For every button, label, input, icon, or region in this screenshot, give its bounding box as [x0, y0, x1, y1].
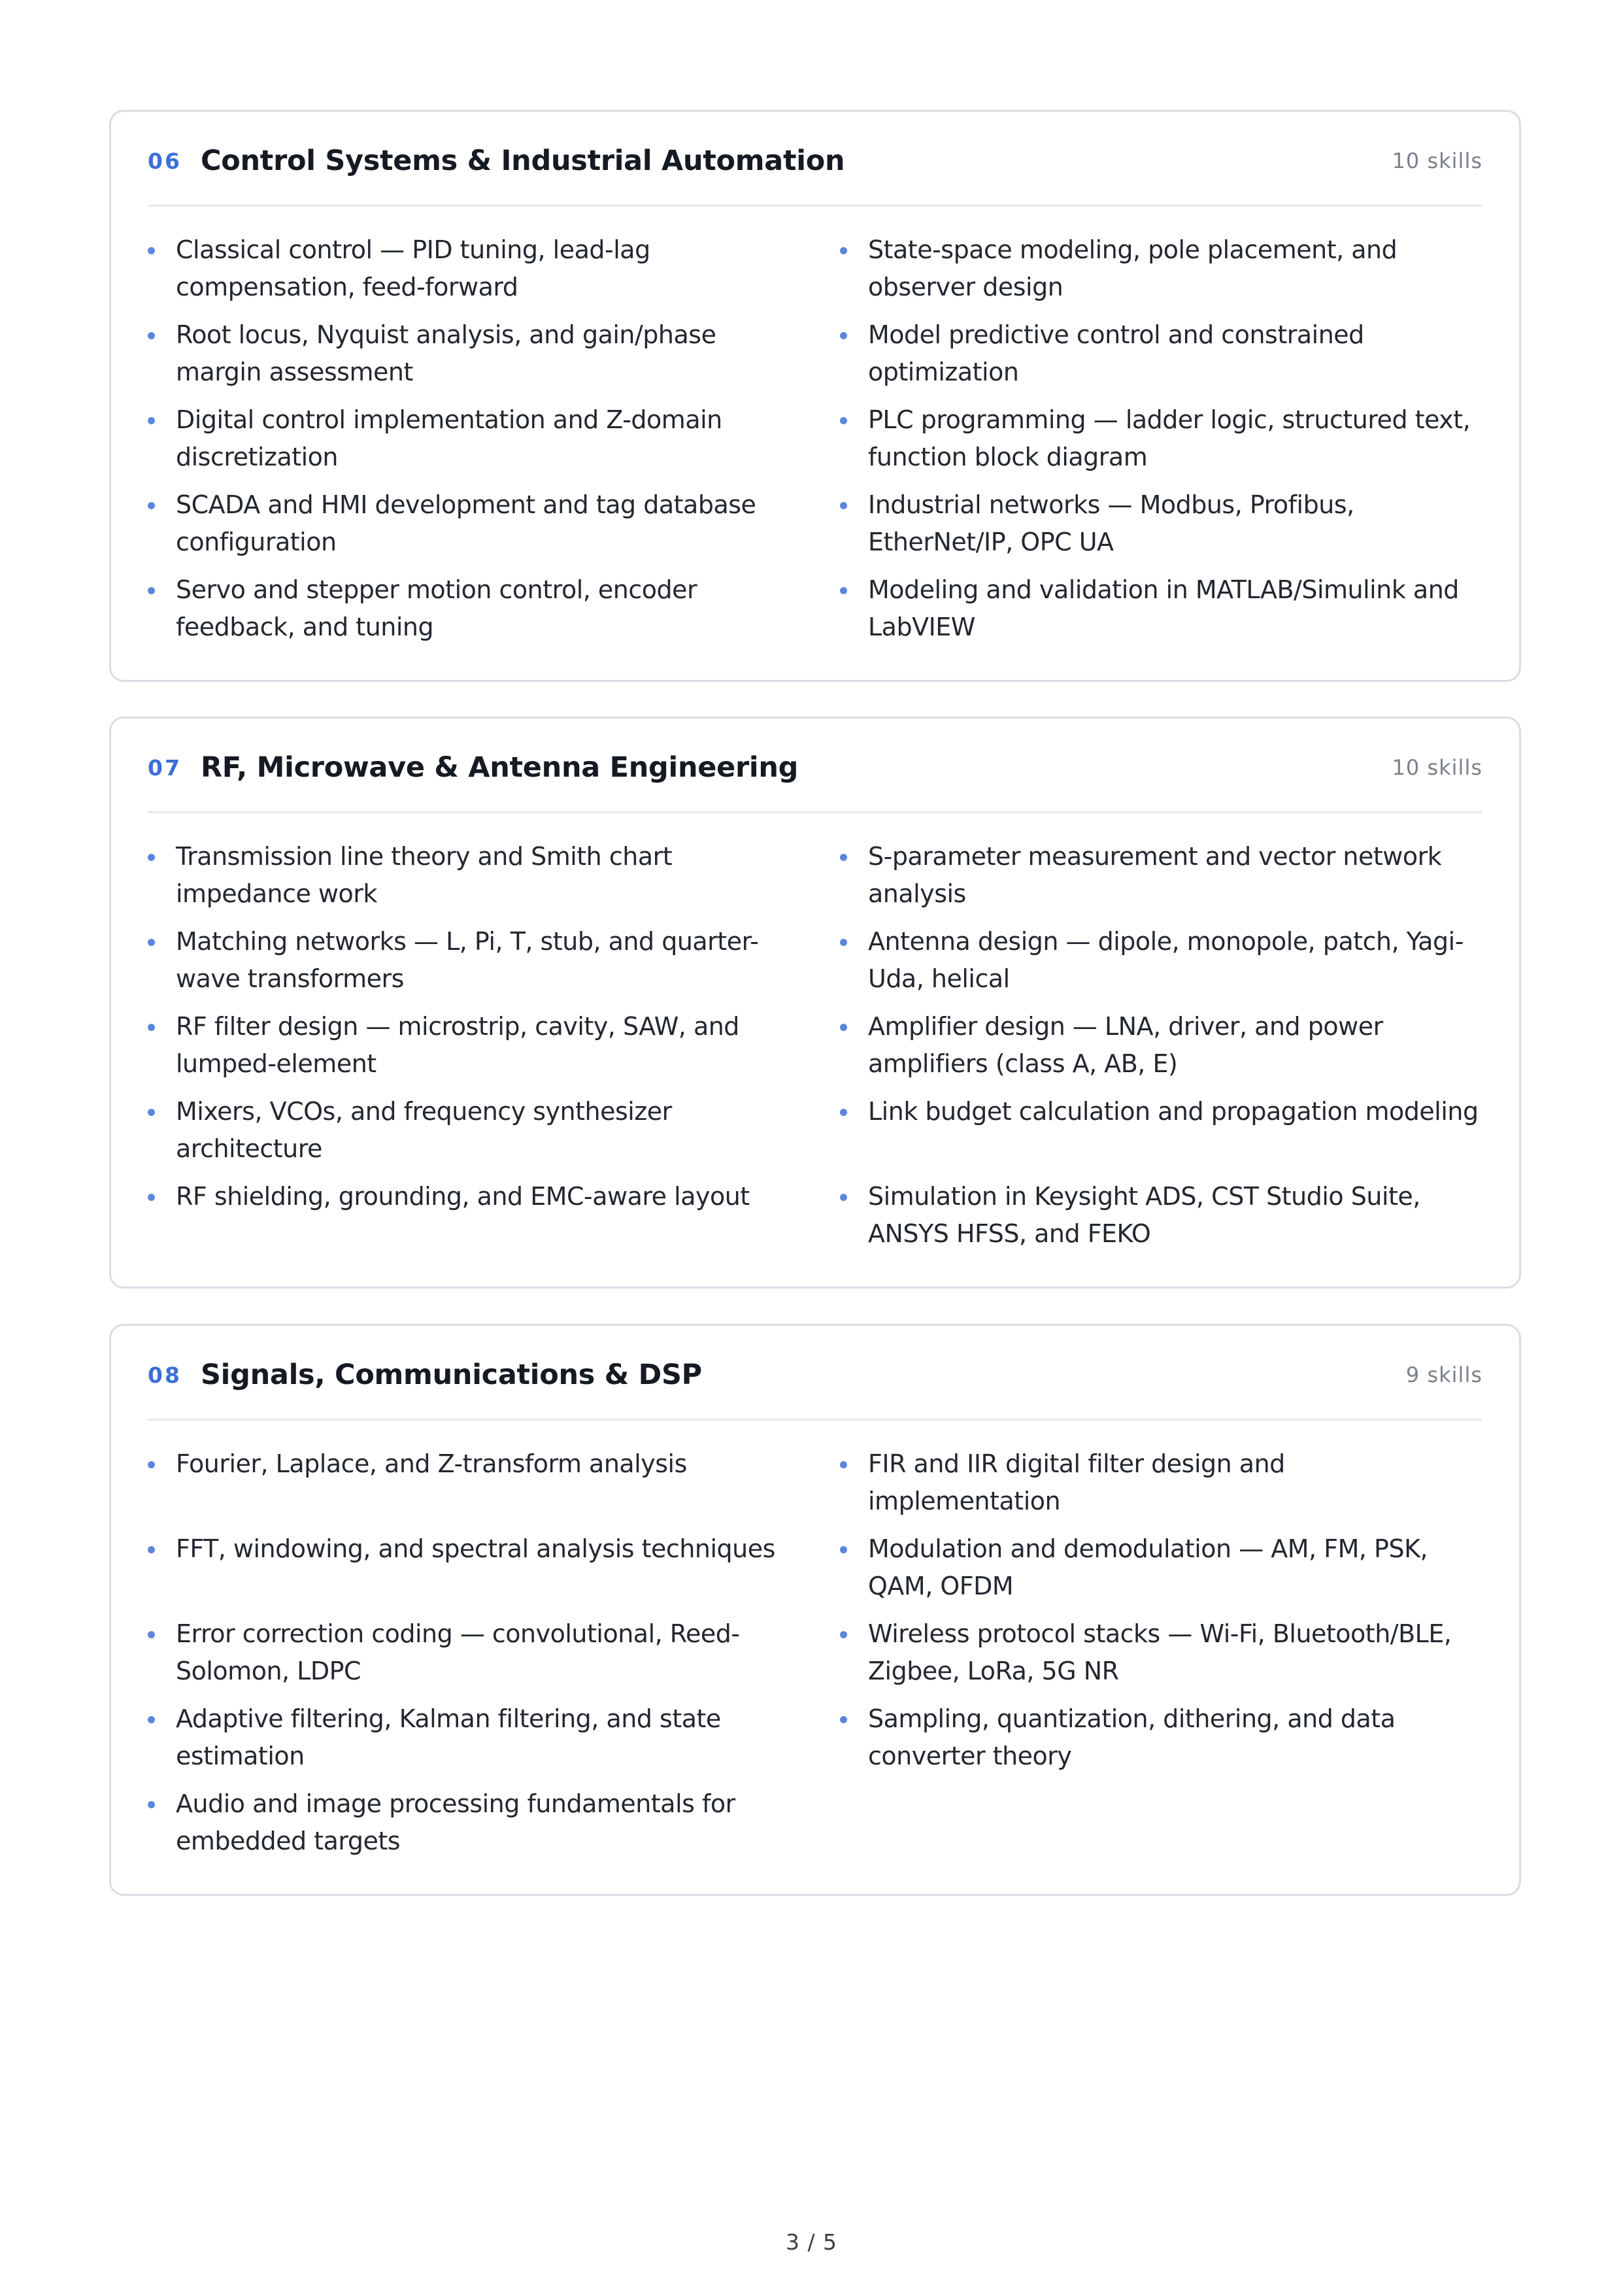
skill-item — [148, 1700, 790, 1775]
skill-item — [148, 1615, 790, 1690]
bullet-icon — [840, 854, 847, 861]
bullet-icon — [840, 332, 847, 339]
skill-section-card — [109, 1324, 1521, 1896]
skill-text: Wireless protocol stacks — Wi-Fi, Bluetooth/BLE, Zigbee, LoRa, 5G NR — [868, 1619, 1452, 1685]
skill-text: FIR and IIR digital filter design and implementation — [868, 1449, 1285, 1515]
skill-text: Classical control — PID tuning, lead-lag compensation, feed-forward — [176, 235, 650, 301]
skill-text: RF shielding, grounding, and EMC-aware layout — [176, 1182, 750, 1211]
bullet-icon — [840, 1546, 847, 1553]
bullet-icon — [148, 1024, 155, 1031]
skill-text: Audio and image processing fundamentals for embedded targets — [176, 1789, 735, 1855]
skill-item — [148, 1530, 790, 1605]
bullet-icon — [840, 1716, 847, 1723]
skill-item — [840, 231, 1482, 306]
bullet-icon — [148, 1194, 155, 1201]
skill-item — [840, 923, 1482, 998]
bullet-icon — [840, 502, 847, 509]
skill-item — [148, 316, 790, 391]
skill-item — [148, 1093, 790, 1168]
skill-count: 10 skills — [1392, 148, 1482, 173]
section-title: Control Systems & Industrial Automation — [201, 144, 845, 177]
section-header — [148, 1326, 1482, 1421]
bullet-icon — [840, 1631, 847, 1638]
skill-text: Model predictive control and constrained optimization — [868, 320, 1364, 386]
skill-item — [148, 838, 790, 913]
bullet-icon — [148, 247, 155, 254]
skill-section-card — [109, 110, 1521, 682]
bullet-icon — [148, 502, 155, 509]
bullet-icon — [840, 939, 847, 946]
bullet-icon — [148, 1801, 155, 1808]
skill-text: Link budget calculation and propagation modeling — [868, 1097, 1479, 1126]
skill-text: Modeling and validation in MATLAB/Simulink and LabVIEW — [868, 575, 1459, 641]
skill-item — [840, 1008, 1482, 1083]
skill-item — [148, 1008, 790, 1083]
bullet-icon — [148, 1109, 155, 1116]
skill-item — [840, 1615, 1482, 1690]
skill-item — [148, 486, 790, 561]
bullet-icon — [840, 1024, 847, 1031]
section-number: 06 — [148, 148, 182, 174]
bullet-icon — [148, 587, 155, 594]
skill-text: Servo and stepper motion control, encoder feedback, and tuning — [176, 575, 697, 641]
bullet-icon — [148, 417, 155, 424]
skill-item — [148, 1445, 790, 1520]
skill-text: Error correction coding — convolutional, Reed-Solomon, LDPC — [176, 1619, 740, 1685]
skills-list — [148, 813, 1482, 1287]
page-number: 3 / 5 — [785, 2229, 838, 2255]
skill-item — [840, 401, 1482, 476]
section-header — [148, 718, 1482, 813]
section-header — [148, 112, 1482, 207]
skill-item — [840, 1093, 1482, 1168]
bullet-icon — [840, 247, 847, 254]
skill-item — [148, 571, 790, 646]
section-number: 08 — [148, 1362, 182, 1388]
skill-count: 9 skills — [1405, 1362, 1482, 1387]
skill-text: Root locus, Nyquist analysis, and gain/phase margin assessment — [176, 320, 716, 386]
skill-item — [148, 231, 790, 306]
skill-text: Antenna design — dipole, monopole, patch, Yagi-Uda, helical — [868, 927, 1464, 993]
skill-item — [840, 1530, 1482, 1605]
skill-text: State-space modeling, pole placement, and observer design — [868, 235, 1397, 301]
skill-text: Transmission line theory and Smith chart impedance work — [176, 842, 673, 908]
bullet-icon — [840, 1461, 847, 1468]
skill-text: SCADA and HMI development and tag database configuration — [176, 490, 756, 556]
skill-item — [840, 486, 1482, 561]
bullet-icon — [148, 1546, 155, 1553]
skill-item — [840, 571, 1482, 646]
skill-text: PLC programming — ladder logic, structured text, function block diagram — [868, 405, 1471, 471]
skills-list — [148, 207, 1482, 680]
skill-text: Modulation and demodulation — AM, FM, PSK, QAM, OFDM — [868, 1534, 1428, 1600]
section-title: Signals, Communications & DSP — [201, 1359, 702, 1391]
bullet-icon — [840, 417, 847, 424]
skill-text: Fourier, Laplace, and Z-transform analysis — [176, 1449, 687, 1478]
section-number: 07 — [148, 754, 182, 781]
skill-item — [148, 923, 790, 998]
skill-text: RF filter design — microstrip, cavity, SAW, and lumped-element — [176, 1012, 739, 1078]
skill-text: Amplifier design — LNA, driver, and power amplifiers (class A, AB, E) — [868, 1012, 1383, 1078]
skill-item — [840, 838, 1482, 913]
skill-text: FFT, windowing, and spectral analysis techniques — [176, 1534, 775, 1563]
bullet-icon — [840, 1109, 847, 1116]
skill-text: Adaptive filtering, Kalman filtering, and state estimation — [176, 1704, 721, 1770]
bullet-icon — [148, 1631, 155, 1638]
skill-count: 10 skills — [1392, 755, 1482, 780]
section-title: RF, Microwave & Antenna Engineering — [201, 751, 799, 784]
bullet-icon — [148, 939, 155, 946]
skill-item — [840, 1700, 1482, 1775]
skill-text: Digital control implementation and Z-domain discretization — [176, 405, 722, 471]
bullet-icon — [148, 854, 155, 861]
skill-text: Industrial networks — Modbus, Profibus, EtherNet/IP, OPC UA — [868, 490, 1354, 556]
bullet-icon — [148, 332, 155, 339]
skill-text: S-parameter measurement and vector network analysis — [868, 842, 1442, 908]
skill-text: Mixers, VCOs, and frequency synthesizer architecture — [176, 1097, 672, 1163]
skill-item — [840, 316, 1482, 391]
bullet-icon — [148, 1716, 155, 1723]
bullet-icon — [840, 1194, 847, 1201]
skills-list — [148, 1421, 1482, 1894]
skill-item — [148, 1785, 790, 1860]
skill-item — [148, 1178, 790, 1253]
skill-item — [840, 1178, 1482, 1253]
skill-item — [148, 401, 790, 476]
skill-text: Sampling, quantization, dithering, and data converter theory — [868, 1704, 1396, 1770]
skill-section-card — [109, 717, 1521, 1289]
skill-text: Simulation in Keysight ADS, CST Studio Suite, ANSYS HFSS, and FEKO — [868, 1182, 1420, 1248]
skill-text: Matching networks — L, Pi, T, stub, and quarter-wave transformers — [176, 927, 759, 993]
bullet-icon — [840, 587, 847, 594]
skill-item — [840, 1445, 1482, 1520]
bullet-icon — [148, 1461, 155, 1468]
